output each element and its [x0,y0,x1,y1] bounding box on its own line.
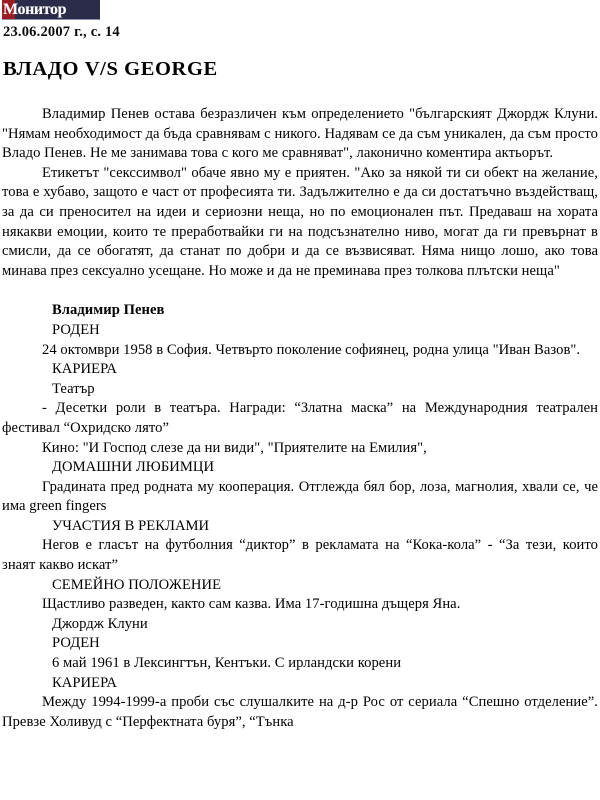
bio-entry: Кино: "И Господ слезе да ни види", "Приятелите на Емилия", [42,439,427,456]
bio-entry: Щастливо разведен, както сам казва. Има 17-годишна дъщеря Яна. [42,596,461,613]
bio-entry: 24 октомври 1958 в София. Четвърто поколение софиянец, родна улица "Иван Вазов". [42,341,581,358]
dateline: 23.06.2007 г., с. 14 [3,24,120,40]
page-title: ВЛАДО V/S GEORGE [3,58,218,80]
bio-entry: 6 май 1961 в Лексингтън, Кентъки. С ирландски корени [52,655,402,672]
article-paragraph: Етикетът "секссимвол" обаче явно му е приятен. "Ако за някой ти си обект на желание, това е хубаво, защото е част от професията ти. Задължително е да си достатъчно въздействащ, за да си преносител на идеи и сериозни неща, но по емоционален път. Предаваш на хората някакви емоции, които те преработвайки ги на подсъзнателно ниво, могат да ги превърнат в смисли, да се обогатят, да станат по добри и да се възвисяват. Няма нищо лошо, ако това минава през сексуално усещане. Но може и да не преминава през толкова плътски неща" [2,164,598,279]
bio-entry: КАРИЕРА [52,674,117,691]
bio-entry: КАРИЕРА [52,361,117,378]
biography-section [2,301,598,732]
masthead [2,0,100,20]
bio-entry: РОДЕН [52,321,100,338]
logo-underline [2,19,100,20]
article-body [2,105,598,281]
bio-entry: - Десетки роли в театъра. Награди: “Златна маска” на Международния театрален фестивал “Охридско лято” [2,400,598,436]
bio-entry: Негов е гласът на футболния “диктор” в рекламата на “Кока-кола” - “За тези, които знаят какво искат” [2,537,598,574]
bio-entry: УЧАСТИЯ В РЕКЛАМИ [52,517,210,534]
bio-entry: Владимир Пенев [52,302,165,319]
article-paragraph: Владимир Пенев остава безразличен към определението "българският Джордж Клуни. "Нямам необходимост да бъда сравнявам с никого. Надявам се да съм уникален, да съм просто Владо Пенев. Не ме занимава това с кого ме сравняват", лаконично коментира актьорът. [2,106,598,162]
bio-entry: РОДЕН [52,635,100,652]
bio-entry: Между 1994-1999-а проби със слушалките на д-р Рос от сериала “Спешно отделение”. Превзе Холивуд с “Перфектната буря”, “Тънка [2,694,598,730]
logo-wordmark: Монитор [3,1,67,18]
bio-entry: Джордж Клуни [52,615,148,632]
monitor-logo [2,0,100,19]
bio-entry: Градината пред родната му кооперация. Отглежда бял бор, лоза, магнолия, хвали се, че има green fingers [2,478,598,515]
bio-entry: ДОМАШНИ ЛЮБИМЦИ [52,459,215,476]
bio-entry: СЕМЕЙНО ПОЛОЖЕНИЕ [52,576,222,593]
bio-entry: Театър [52,380,95,397]
